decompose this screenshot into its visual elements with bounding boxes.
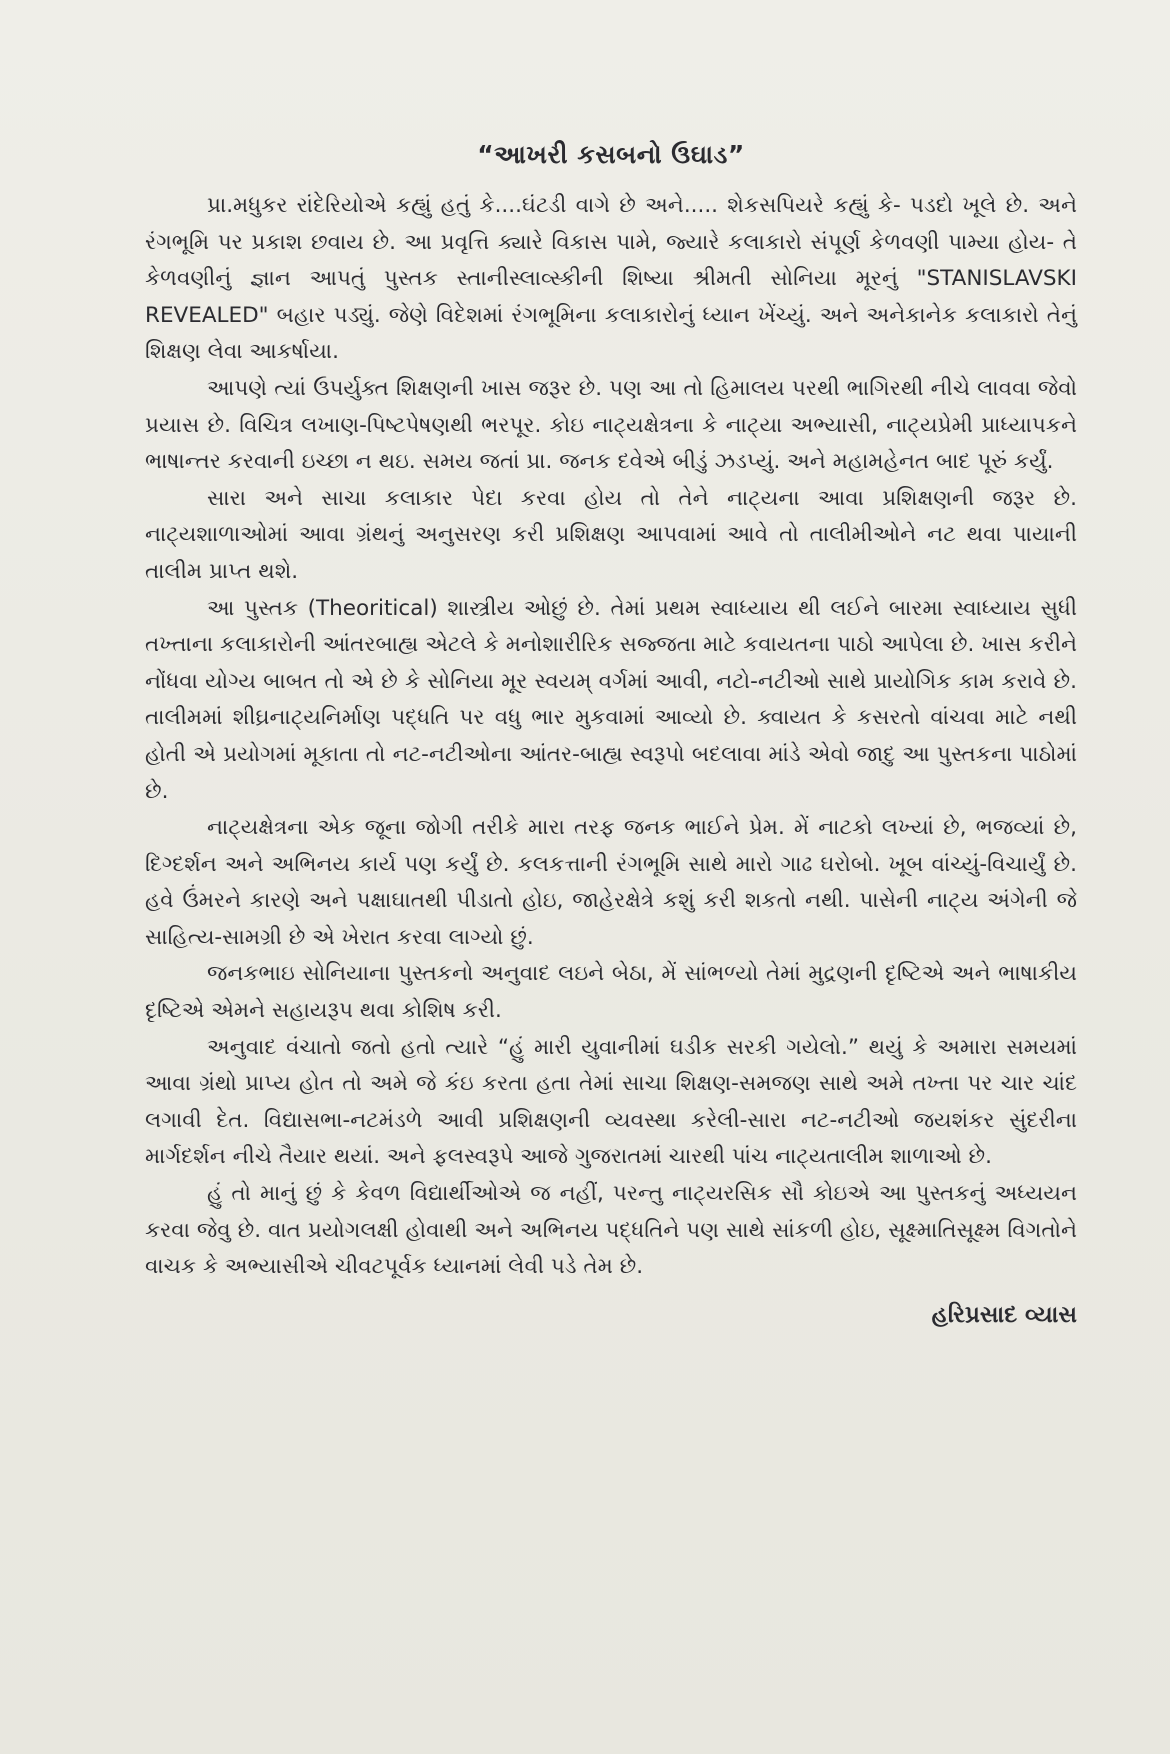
paragraph-1: પ્રા.મધુકર રાંદેરિયોએ કહ્યું હતું કે....ઘંટડી વાગે છે અને..... શેકસપિયરે કહ્યું કે- પડદો ખૂલે છે. અને રંગભૂમિ પર પ્રકાશ છવાય છે. આ પ્રવૃત્તિ ક્યારે વિકાસ પામે, જ્યારે કલાકારો સંપૂર્ણ કેળવણી પામ્યા હોય- તે કેળવણીનું જ્ઞાન આપતું પુસ્તક સ્તાનીસ્લાવ્સ્કીની શિષ્યા શ્રીમતી સોનિયા મૂરનું "STANISLAVSKI REVEALED" બહાર પડ્યું. જેણે વિદેશમાં રંગભૂમિના કલાકારોનું ધ્યાન ખેંચ્યું. અને અનેકાનેક કલાકારો તેનું શિક્ષણ લેવા આકર્ષાયા.: [145, 193, 1077, 365]
author-signature: હરિપ્રસાદ વ્યાસ: [931, 1301, 1077, 1328]
document-body: [145, 140, 1077, 1328]
paragraph-2: આપણે ત્યાં ઉપર્યુક્ત શિક્ષણની ખાસ જરૂર છે. પણ આ તો હિમાલય પરથી ભાગિરથી નીચે લાવવા જેવો પ્રયાસ છે. વિચિત્ર લખાણ-પિષ્ટપેષણથી ભરપૂર. કોઇ નાટ્યક્ષેત્રના કે નાટ્યા અભ્યાસી, નાટ્યપ્રેમી પ્રાધ્યાપકને ભાષાન્તર કરવાની ઇચ્છા ન થઇ. સમય જતાં પ્રા. જનક દવેએ બીડું ઝડપ્યું. અને મહામહેનત બાદ પૂરું કર્યું.: [145, 375, 1077, 475]
paragraph-7: અનુવાદ વંચાતો જતો હતો ત્યારે “હું મારી યુવાનીમાં ઘડીક સરકી ગયેલો.” થયું કે અમારા સમયમાં આવા ગ્રંથો પ્રાપ્ય હોત તો અમે જે કંઇ કરતા હતા તેમાં સાચા શિક્ષણ-સમજણ સાથે અમે તખ્તા પર ચાર ચાંદ લગાવી દેત. વિદ્યાસભા-નટમંડળે આવી પ્રશિક્ષણની વ્યવસ્થા કરેલી-સારા નટ-નટીઓ જયશંકર સુંદરીના માર્ગદર્શન નીચે તૈયાર થયાં. અને ફલસ્વરૂપે આજે ગુજરાતમાં ચારથી પાંચ નાટ્યતાલીમ શાળાઓ છે.: [145, 1034, 1077, 1170]
paragraph-8: હું તો માનું છું કે કેવળ વિદ્યાર્થીઓએ જ નહીં, પરન્તુ નાટ્યરસિક સૌ કોઇએ આ પુસ્તકનું અધ્યયન કરવા જેવુ છે. વાત પ્રયોગલક્ષી હોવાથી અને અભિનય પદ્ધતિને પણ સાથે સાંકળી હોઇ, સૂક્ષ્માતિસૂક્ષ્મ વિગતોને વાચક કે અભ્યાસીએ ચીવટપૂર્વક ધ્યાનમાં લેવી પડે તેમ છે.: [145, 1181, 1077, 1280]
paragraph-6: જનકભાઇ સોનિયાના પુસ્તકનો અનુવાદ લઇને બેઠા, મેં સાંભળ્યો તેમાં મુદ્રણની દૃષ્ટિએ અને ભાષાકીય દૃષ્ટિએ એમને સહાયરૂપ થવા કોશિષ કરી.: [145, 961, 1077, 1024]
paragraph-4: આ પુસ્તક (Theoritical) શાસ્ત્રીય ઓછું છે. તેમાં પ્રથમ સ્વાધ્યાય થી લઈને બારમા સ્વાધ્યાય સુધી તખ્તાના કલાકારોની આંતરબાહ્ય એટલે કે મનોશારીરિક સજ્જતા માટે કવાયતના પાઠો આપેલા છે. ખાસ કરીને નોંધવા યોગ્ય બાબત તો એ છે કે સોનિયા મૂર સ્વયમ્ વર્ગમાં આવી, નટો-નટીઓ સાથે પ્રાયોગિક કામ કરાવે છે. તાલીમમાં શીઘ્રનાટ્યનિર્માણ પદ્ધતિ પર વધુ ભાર મુકવામાં આવ્યો છે. ક્વાયત કે કસરતો વાંચવા માટે નથી હોતી એ પ્રયોગમાં મૂકાતા તો નટ-નટીઓના આંતર-બાહ્ય સ્વરૂપો બદલાવા માંડે એવો જાદુ આ પુસ્તકના પાઠોમાં છે.: [145, 595, 1077, 804]
page-title: “આખરી કસબનો ઉઘાડ”: [477, 140, 745, 169]
paragraph-3: સારા અને સાચા કલાકાર પેદા કરવા હોય તો તેને નાટ્યના આવા પ્રશિક્ષણની જરૂર છે. નાટ્યશાળાઓમાં આવા ગ્રંથનું અનુસરણ કરી પ્રશિક્ષણ આપવામાં આવે તો તાલીમીઓને નટ થવા પાયાની તાલીમ પ્રાપ્ત થશે.: [145, 485, 1077, 584]
paragraph-5: નાટ્યક્ષેત્રના એક જૂના જોગી તરીકે મારા તરફ જનક ભાઈને પ્રેમ. મેં નાટકો લખ્યાં છે, ભજવ્યાં છે, દિગ્દર્શન અને અભિનય કાર્ય પણ કર્યું છે. કલકત્તાની રંગભૂમિ સાથે મારો ગાઢ ઘરોબો. ખૂબ વાંચ્યું-વિચાર્યું છે. હવે ઉંમરને કારણે અને પક્ષાઘાતથી પીડાતો હોઇ, જાહેરક્ષેત્રે કશું કરી શકતો નથી. પાસેની નાટ્ય અંગેની જે સાહિત્ય-સામગ્રી છે એ ખેરાત કરવા લાગ્યો છું.: [145, 815, 1077, 950]
